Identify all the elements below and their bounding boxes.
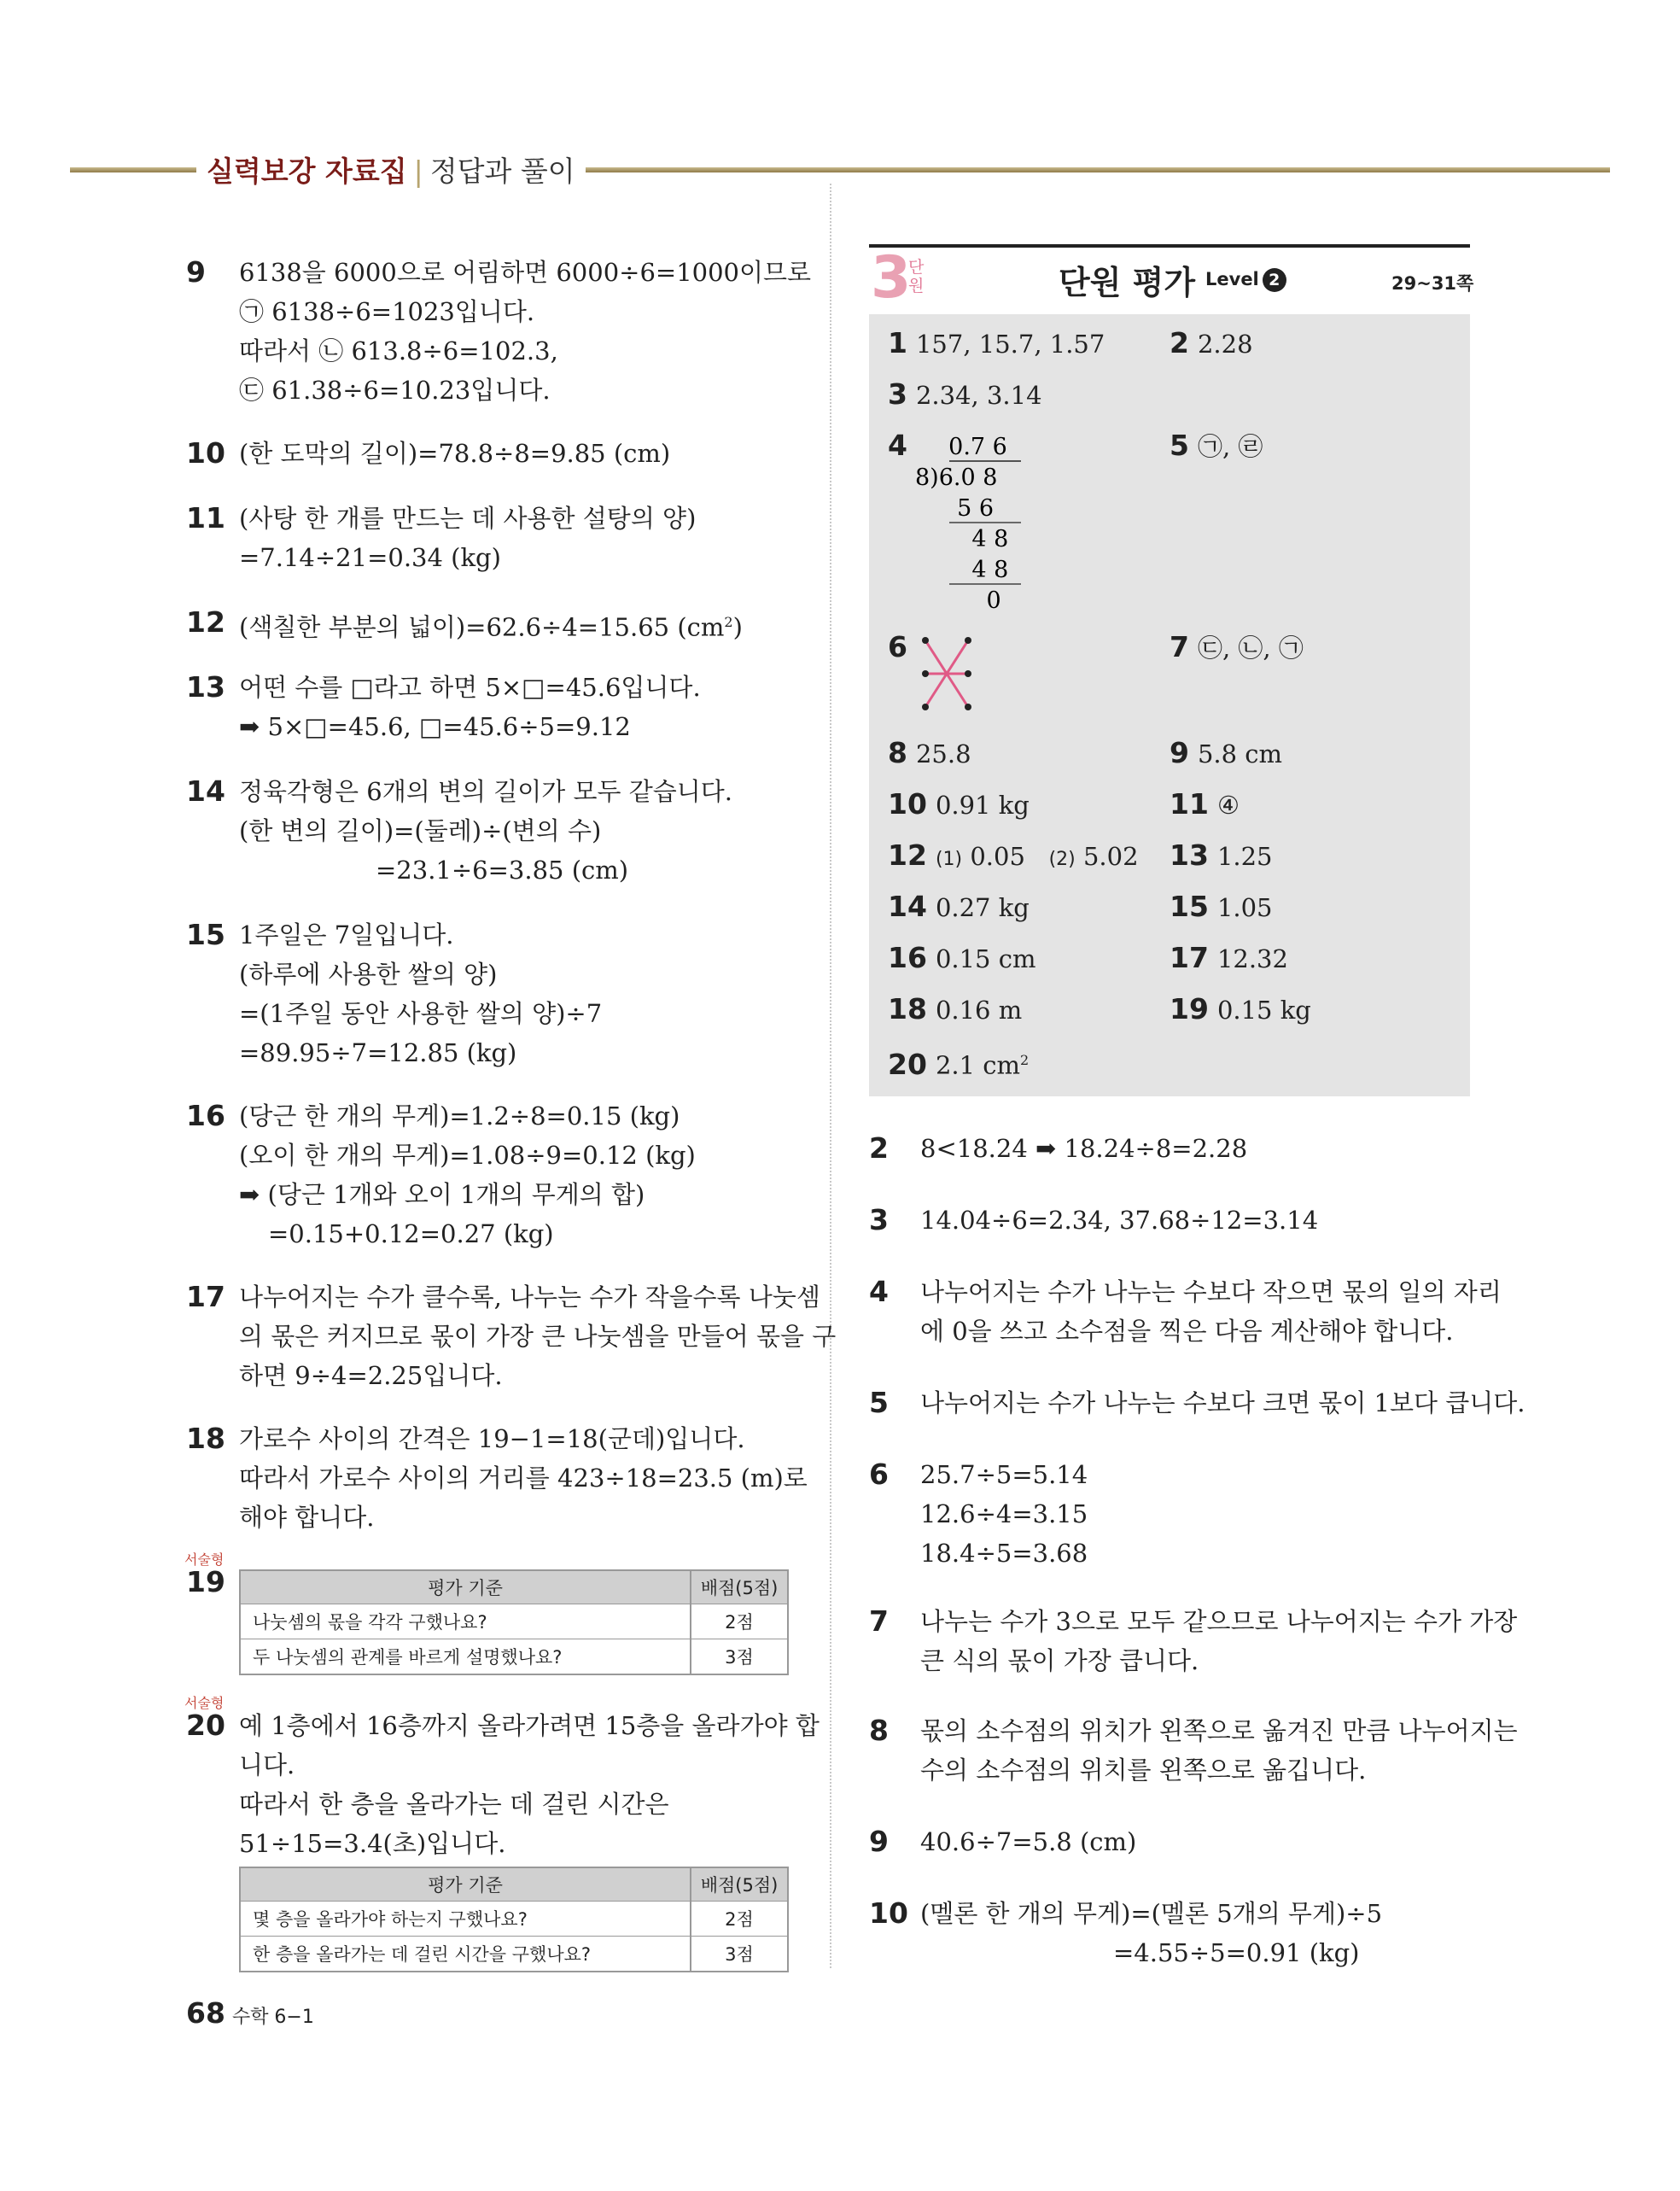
answer-line: 18.4÷5=3.68 xyxy=(920,1539,1088,1568)
question-number: 20 xyxy=(186,1709,225,1742)
answer-line: 에 0을 쓰고 소수점을 찍은 다음 계산해야 합니다. xyxy=(920,1317,1454,1346)
criteria-cell: 두 나눗셈의 관계를 바르게 설명했나요? xyxy=(240,1639,691,1675)
answer-line: 따라서 ㉡ 613.8÷6=102.3, xyxy=(239,336,558,365)
answer-value: 0.05 xyxy=(970,842,1025,871)
question-number: 3 xyxy=(869,1203,889,1236)
question-number: 19 xyxy=(186,1565,225,1598)
level-number: 2 xyxy=(1263,268,1286,292)
answer-line: 예 1층에서 16층까지 올라가려면 15층을 올라가야 합 xyxy=(239,1711,820,1740)
table-header-points: 배점(5점) xyxy=(691,1867,788,1902)
header-rule-right xyxy=(546,167,1610,172)
column-divider xyxy=(830,184,831,1968)
panel-answer-17: 17 12.32 xyxy=(1170,941,1288,974)
panel-answer-12: 12 (1) 0.05 (2) 5.02 xyxy=(888,838,1139,872)
question-number: 7 xyxy=(869,1604,889,1638)
superscript: 2 xyxy=(724,614,733,630)
answer-line: (오이 한 개의 무게)=1.08÷9=0.12 (kg) xyxy=(239,1141,696,1170)
level-label: Level xyxy=(1205,269,1259,289)
answer-line: 나누어지는 수가 클수록, 나누는 수가 작을수록 나눗셈 xyxy=(239,1282,820,1312)
page-number: 68 xyxy=(186,1996,225,2030)
answer-line: =7.14÷21=0.34 (kg) xyxy=(239,543,501,572)
answer-value: 2.28 xyxy=(1197,330,1253,359)
division-step: 4 8 xyxy=(942,526,1009,552)
division-step: 5 6 xyxy=(942,495,995,522)
answer-value: 12.32 xyxy=(1216,944,1288,973)
answer-line: ㉢ 61.38÷6=10.23입니다. xyxy=(239,376,551,405)
answer-value: 2.1 cm xyxy=(935,1050,1021,1080)
question-number: 17 xyxy=(186,1280,225,1313)
answer-value: 1.05 xyxy=(1216,893,1273,922)
answer-line: ➡ 5×□=45.6, □=45.6÷5=9.12 xyxy=(239,712,631,741)
division-remainder: 0 xyxy=(942,587,1001,614)
criteria-cell: 나눗셈의 몫을 각각 구했나요? xyxy=(240,1604,691,1639)
answer-value: 5.02 xyxy=(1082,842,1139,871)
question-number: 4 xyxy=(869,1275,889,1308)
answer-line: 수의 소수점의 위치를 왼쪽으로 옮깁니다. xyxy=(920,1756,1367,1785)
panel-answer-7: 7 ㉢, ㉡, ㉠ xyxy=(1170,630,1304,663)
page-footer xyxy=(186,1996,314,2030)
header-separator: | xyxy=(413,155,423,188)
table-header-points: 배점(5점) xyxy=(691,1570,788,1604)
question-number: 12 xyxy=(186,605,225,639)
match-dot xyxy=(965,637,971,644)
answer-line: 나누어지는 수가 나누는 수보다 크면 몫이 1보다 큽니다. xyxy=(920,1388,1525,1417)
question-number: 8 xyxy=(869,1714,889,1747)
table-row xyxy=(240,1937,788,1972)
answer-line xyxy=(239,603,743,642)
answer-line: ㉠ 6138÷6=1023입니다. xyxy=(239,297,535,326)
match-dot xyxy=(922,670,929,677)
answer-line: 8<18.24 ➡ 18.24÷8=2.28 xyxy=(920,1134,1248,1163)
page-range: 29~31쪽 xyxy=(1391,273,1474,294)
long-division xyxy=(900,429,1036,625)
points-cell: 2점 xyxy=(691,1902,788,1937)
table-row xyxy=(240,1902,788,1937)
answer-line: ➡ (당근 1개와 오이 1개의 무게의 합) xyxy=(239,1180,645,1209)
answer-line: =4.55÷5=0.91 (kg) xyxy=(1113,1938,1360,1967)
answer-line: 14.04÷6=2.34, 37.68÷12=3.14 xyxy=(920,1206,1319,1235)
panel-answer-11: 11 ④ xyxy=(1170,787,1240,821)
question-number: 14 xyxy=(186,774,225,808)
panel-answer-20: 20 2.1 $cm^2$ xyxy=(888,1047,1030,1081)
points-cell: 3점 xyxy=(691,1937,788,1972)
question-number: 5 xyxy=(869,1386,889,1419)
answer-line: 40.6÷7=5.8 (cm) xyxy=(920,1827,1137,1856)
panel-title: 단원 평가 xyxy=(1059,264,1196,301)
answer-value: 0.15 kg xyxy=(1216,996,1311,1025)
panel-answer-13: 13 1.25 xyxy=(1170,838,1273,872)
answer-line: 51÷15=3.4(초)입니다. xyxy=(239,1829,506,1858)
answer-line: 니다. xyxy=(239,1750,295,1779)
answer-line: 하면 9÷4=2.25입니다. xyxy=(239,1361,503,1390)
answer-value: 0.15 cm xyxy=(935,944,1036,973)
unit-number: 3 xyxy=(871,244,912,312)
panel-answer-9: 9 5.8 cm xyxy=(1170,736,1283,769)
answer-line: 큰 식의 몫이 가장 큽니다. xyxy=(920,1646,1199,1675)
header-title-sub: 정답과 풀이 xyxy=(429,155,575,188)
answer-value: 0.27 kg xyxy=(935,893,1030,922)
panel-answer-5: 5 ㉠, ㉣ xyxy=(1170,429,1263,462)
answer-line: 해야 합니다. xyxy=(239,1503,375,1532)
answer-text: (색칠한 부분의 넓이)=62.6÷4=15.65 (cm xyxy=(239,612,725,642)
match-dot xyxy=(922,704,929,710)
question-number: 10 xyxy=(869,1896,908,1930)
panel-answer-14: 14 0.27 kg xyxy=(888,890,1030,923)
panel-answer-2: 2 2.28 xyxy=(1170,326,1253,359)
header-title xyxy=(196,150,586,193)
answer-line: 따라서 한 층을 올라가는 데 걸린 시간은 xyxy=(239,1790,669,1819)
grading-table xyxy=(239,1569,789,1675)
table-header-criteria: 평가 기준 xyxy=(240,1570,691,1604)
essay-tag: 서술형 xyxy=(184,1695,225,1711)
question-number: 9 xyxy=(869,1825,889,1858)
answer-value: 5.8 cm xyxy=(1197,739,1283,768)
book-title: 수학 6−1 xyxy=(231,2007,314,2028)
answer-line: 어떤 수를 □라고 하면 5×□=45.6입니다. xyxy=(239,673,701,702)
grading-table xyxy=(239,1867,789,1972)
answer-value: ㉢, ㉡, ㉠ xyxy=(1197,634,1304,663)
points-cell: 2점 xyxy=(691,1604,788,1639)
panel-answer-6: 6 xyxy=(888,630,907,663)
table-row xyxy=(240,1639,788,1675)
panel-answer-19: 19 0.15 kg xyxy=(1170,992,1311,1025)
panel-answer-16: 16 0.15 cm xyxy=(888,941,1036,974)
answer-line: 나누는 수가 3으로 모두 같으므로 나누어지는 수가 가장 xyxy=(920,1607,1518,1636)
points-cell: 3점 xyxy=(691,1639,788,1675)
match-dot xyxy=(965,704,971,710)
answer-line: =89.95÷7=12.85 (kg) xyxy=(239,1038,517,1067)
answer-line: (한 도막의 길이)=78.8÷8=9.85 (cm) xyxy=(239,439,671,468)
sub-label: (1) xyxy=(935,849,963,870)
answer-value: 1.25 xyxy=(1216,842,1273,871)
answer-value: ④ xyxy=(1216,791,1240,820)
panel-answer-3: 3 2.34, 3.14 xyxy=(888,377,1042,411)
criteria-cell: 한 층을 올라가는 데 걸린 시간을 구했나요? xyxy=(240,1937,691,1972)
panel-answer-1: 1 157, 15.7, 1.57 xyxy=(888,326,1105,359)
answer-line: 6138을 6000으로 어림하면 6000÷6=1000이므로 xyxy=(239,258,812,287)
answer-value: 25.8 xyxy=(915,739,971,768)
question-number: 11 xyxy=(186,501,225,535)
question-number: 9 xyxy=(186,255,206,289)
question-number: 6 xyxy=(869,1458,889,1491)
panel-answer-4-number: 4 xyxy=(888,429,907,462)
answer-line: 따라서 가로수 사이의 거리를 423÷18=23.5 (m)로 xyxy=(239,1464,808,1493)
division-quotient: 0.7 6 xyxy=(934,434,1007,460)
answer-value: 2.34, 3.14 xyxy=(915,381,1042,410)
answer-text: ) xyxy=(732,612,743,642)
answer-line: 나누어지는 수가 나누는 수보다 작으면 몫의 일의 자리 xyxy=(920,1277,1502,1306)
answer-line: (한 변의 길이)=(둘레)÷(변의 수) xyxy=(239,816,602,845)
table-row xyxy=(240,1604,788,1639)
question-number: 13 xyxy=(186,670,225,704)
panel-answer-15: 15 1.05 xyxy=(1170,890,1273,923)
question-number: 10 xyxy=(186,436,225,470)
sub-label: (2) xyxy=(1048,849,1076,870)
table-header-criteria: 평가 기준 xyxy=(240,1867,691,1902)
answer-line: (멜론 한 개의 무게)=(멜론 5개의 무게)÷5 xyxy=(920,1899,1383,1928)
match-dot xyxy=(922,637,929,644)
answer-line: 1주일은 7일입니다. xyxy=(239,920,454,949)
superscript: 2 xyxy=(1020,1052,1030,1068)
matching-diagram xyxy=(915,630,983,724)
criteria-cell: 몇 층을 올라가야 하는지 구했나요? xyxy=(240,1902,691,1937)
essay-tag: 서술형 xyxy=(184,1551,225,1568)
answer-line: 12.6÷4=3.15 xyxy=(920,1499,1088,1528)
answer-line: =0.15+0.12=0.27 (kg) xyxy=(268,1219,554,1248)
match-dot xyxy=(965,670,971,677)
answer-line: 정육각형은 6개의 변의 길이가 모두 같습니다. xyxy=(239,777,733,806)
answer-line: =23.1÷6=3.85 (cm) xyxy=(376,856,629,885)
answer-line: (하루에 사용한 쌀의 양) xyxy=(239,960,498,989)
answer-value: 0.16 m xyxy=(935,996,1023,1025)
header-title-main: 실력보강 자료집 xyxy=(207,155,407,188)
answer-line: (당근 한 개의 무게)=1.2÷8=0.15 (kg) xyxy=(239,1101,680,1131)
question-number: 16 xyxy=(186,1099,225,1132)
question-number: 18 xyxy=(186,1422,225,1455)
answer-value: 0.91 kg xyxy=(935,791,1030,820)
answer-line: 가로수 사이의 간격은 19−1=18(군데)입니다. xyxy=(239,1424,745,1453)
answer-value: 157, 15.7, 1.57 xyxy=(915,330,1105,359)
panel-answer-10: 10 0.91 kg xyxy=(888,787,1030,821)
level-badge xyxy=(1205,268,1286,292)
panel-answer-18: 18 0.16 m xyxy=(888,992,1023,1025)
panel-answer-8: 8 25.8 xyxy=(888,736,971,769)
answer-line: 의 몫은 커지므로 몫이 가장 큰 나눗셈을 만들어 몫을 구 xyxy=(239,1322,837,1351)
question-number: 15 xyxy=(186,918,225,951)
division-step: 4 8 xyxy=(942,557,1009,583)
answer-line: =(1주일 동안 사용한 쌀의 양)÷7 xyxy=(239,999,603,1028)
unit-label: 단원 xyxy=(908,258,925,295)
answer-line: 25.7÷5=5.14 xyxy=(920,1460,1088,1489)
division-dividend: 8)6.0 8 xyxy=(915,464,998,491)
answer-line: 몫의 소수점의 위치가 왼쪽으로 옮겨진 만큼 나누어지는 xyxy=(920,1716,1518,1745)
answer-line: (사탕 한 개를 만드는 데 사용한 설탕의 양) xyxy=(239,504,697,533)
answer-value: ㉠, ㉣ xyxy=(1197,432,1263,461)
question-number: 2 xyxy=(869,1131,889,1165)
